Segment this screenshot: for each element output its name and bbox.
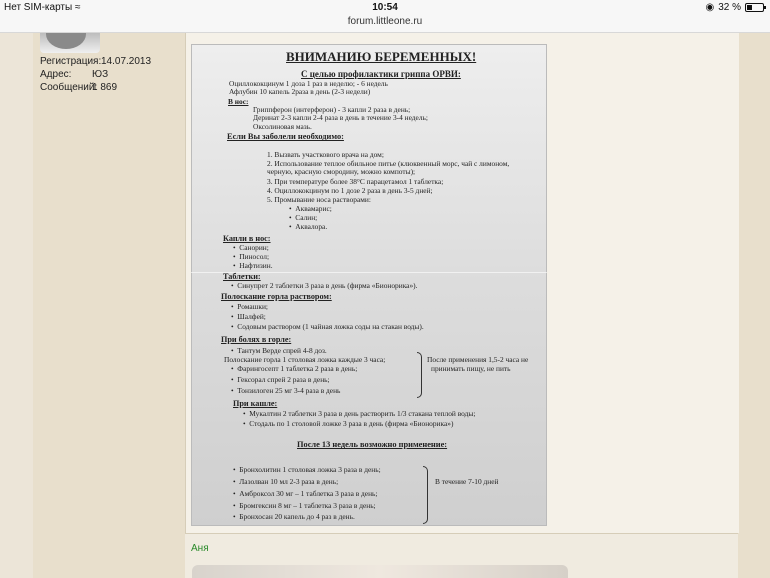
after13-item: • Бронхолитин 1 столовая ложка 3 раза в день; bbox=[233, 465, 381, 474]
orientation-lock-icon: ◉ bbox=[705, 2, 715, 13]
rinse-item: • Аквалора. bbox=[289, 222, 328, 231]
gargle-text: Шалфей; bbox=[237, 312, 266, 321]
status-bar bbox=[0, 0, 770, 16]
prophylaxis-heading: С целью профилактики гриппа ОРВИ: bbox=[301, 69, 461, 79]
after13-note: В течение 7-10 дней bbox=[435, 477, 499, 486]
rinse-item: • Аквамарис; bbox=[289, 204, 332, 213]
throat-item: • Гексорал спрей 2 раза в день; bbox=[231, 375, 330, 384]
after13-text: Амброксол 30 мг – 1 таблетка 3 раза в день; bbox=[239, 489, 378, 498]
throat-text: Фарингосепт 1 таблетка 2 раза в день; bbox=[237, 364, 358, 373]
doc-title: ВНИМАНИЮ БЕРЕМЕННЫХ! bbox=[286, 49, 477, 64]
after13-item: • Лазолван 10 мл 2-3 раза в день; bbox=[233, 477, 339, 486]
throat-text: Тантум Верде спрей 4-8 доз. bbox=[237, 346, 327, 355]
sick-item: 2. Использование теплое обильное питье (клюквенный морс, чай с лимоном, bbox=[267, 159, 510, 168]
throat-brace bbox=[417, 352, 422, 398]
addr-label: Адрес: bbox=[40, 69, 72, 80]
rinse-text: Аквамарис; bbox=[295, 204, 332, 213]
user-sidebar bbox=[33, 33, 185, 578]
wifi-icon: ≈ bbox=[74, 2, 81, 13]
sick-item: 3. При температуре более 38°С парацетамол 1 таблетка; bbox=[267, 177, 444, 186]
throat-item: • Тантум Верде спрей 4-8 доз. bbox=[231, 346, 327, 355]
drops-item: • Нафтизин. bbox=[233, 261, 273, 270]
throat-note: После применения 1,5-2 часа не bbox=[427, 355, 529, 364]
gargle-text: Ромашки; bbox=[237, 302, 268, 311]
tablets-text: Синупрет 2 таблетки 3 раза в день (фирма «Бионорика»). bbox=[237, 281, 418, 290]
after13-text: Бронхосан 20 капель до 4 раз в день. bbox=[239, 512, 355, 521]
cough-text: Мукалтин 2 таблетки 3 раза в день растворить 1/3 стакана теплой воды; bbox=[249, 409, 476, 418]
gargle-item: • Шалфей; bbox=[231, 312, 266, 321]
after13-item: • Амброксол 30 мг – 1 таблетка 3 раза в день; bbox=[233, 489, 378, 498]
rinse-text: Аквалора. bbox=[295, 222, 328, 231]
throat-item: • Тонзилоген 25 мг 3-4 раза в день bbox=[231, 386, 341, 395]
throat-item: Полоскание горла 1 столовая ложка каждые 3 часа; bbox=[224, 355, 386, 364]
after13-item: • Бромгексин 8 мг – 1 таблетка 3 раза в день; bbox=[233, 501, 376, 510]
nose-item: Гриппферон (интерферон) - 3 капли 2 раза в день; bbox=[253, 105, 411, 114]
status-right bbox=[705, 2, 764, 13]
document-photo[interactable] bbox=[191, 44, 547, 526]
gargle-text: Содовым раствором (1 чайная ложка соды на стакан воды). bbox=[237, 322, 424, 331]
next-post-image[interactable] bbox=[192, 565, 568, 578]
drops-text: Санорин; bbox=[239, 243, 269, 252]
avatar[interactable] bbox=[40, 33, 100, 53]
drops-item: • Санорин; bbox=[233, 243, 269, 252]
sick-item: 4. Оциллококцинум по 1 дозе 2 раза в день 3-5 дней; bbox=[267, 186, 433, 195]
drops-text: Нафтизин. bbox=[239, 261, 273, 270]
cough-item: • Стодаль по 1 столовой ложке 3 раза в день (фирма «Бионорика») bbox=[243, 419, 454, 428]
sick-heading: Если Вы заболели необходимо: bbox=[227, 132, 344, 141]
reg-label: Регистрация: bbox=[40, 56, 102, 67]
battery-icon bbox=[745, 3, 764, 12]
after13-text: Бромгексин 8 мг – 1 таблетка 3 раза в день; bbox=[239, 501, 376, 510]
throat-text: Тонзилоген 25 мг 3-4 раза в день bbox=[237, 386, 341, 395]
after13-text: Бронхолитин 1 столовая ложка 3 раза в день; bbox=[239, 465, 381, 474]
cough-text: Стодаль по 1 столовой ложке 3 раза в день (фирма «Бионорика») bbox=[249, 419, 454, 428]
user-info bbox=[40, 55, 151, 94]
carrier-text: Нет SIM-карты bbox=[4, 2, 73, 13]
address-bar[interactable] bbox=[0, 16, 770, 33]
after13-heading: После 13 недель возможно применение: bbox=[297, 440, 448, 449]
drops-text: Пиносол; bbox=[239, 252, 270, 261]
posts-label: Сообщений: bbox=[40, 82, 98, 93]
throat-item: • Фарингосепт 1 таблетка 2 раза в день; bbox=[231, 364, 358, 373]
gargle-heading: Полоскание горла раствором: bbox=[221, 292, 332, 301]
after13-text: Лазолван 10 мл 2-3 раза в день; bbox=[239, 477, 339, 486]
cough-item: • Мукалтин 2 таблетки 3 раза в день растворить 1/3 стакана теплой воды; bbox=[243, 409, 476, 418]
sick-item: 1. Вызвать участкового врача на дом; bbox=[267, 150, 384, 159]
gargle-item: • Ромашки; bbox=[231, 302, 268, 311]
after13-brace bbox=[423, 466, 428, 524]
rinse-text: Салин; bbox=[295, 213, 318, 222]
nose-heading: В нос: bbox=[228, 97, 249, 106]
prophylaxis-item: Афлубин 10 капель 2раза в день (2-3 недели) bbox=[229, 87, 371, 96]
sick-item: черную, красную смородину, можно компоты); bbox=[267, 167, 416, 176]
nose-item: Деринат 2-3 капли 2-4 раза в день в течение 3-4 недель; bbox=[253, 113, 428, 122]
posts-value: 1 869 bbox=[92, 82, 118, 93]
prophylaxis-item: Оциллококцинум 1 доза 1 раз в неделю; - 6 недель bbox=[229, 79, 388, 88]
battery-percent: 32 % bbox=[718, 2, 741, 13]
url-text[interactable]: forum.littleone.ru bbox=[347, 16, 423, 27]
gargle-item: • Содовым раствором (1 чайная ложка соды на стакан воды). bbox=[231, 322, 424, 331]
tablets-item: • Синупрет 2 таблетки 3 раза в день (фирма «Бионорика»). bbox=[231, 281, 418, 290]
cough-heading: При кашле: bbox=[233, 399, 278, 408]
clock: 10:54 bbox=[372, 2, 398, 13]
right-margin bbox=[738, 33, 770, 578]
reg-value: 14.07.2013 bbox=[101, 56, 152, 67]
after13-item: • Бронхосан 20 капель до 4 раз в день. bbox=[233, 512, 355, 521]
throat-heading: При болях в горле: bbox=[221, 335, 292, 344]
throat-text: Гексорал спрей 2 раза в день; bbox=[237, 375, 330, 384]
battery-fill bbox=[747, 5, 752, 10]
throat-note: принимать пищу, не пить bbox=[431, 364, 511, 373]
nose-item: Оксолиновая мазь. bbox=[253, 122, 312, 131]
rinse-item: • Салин; bbox=[289, 213, 318, 222]
tablets-heading: Таблетки: bbox=[223, 272, 261, 281]
drops-heading: Капли в нос: bbox=[223, 234, 271, 243]
next-post-author[interactable]: Аня bbox=[191, 543, 209, 554]
sick-item: 5. Промывание носа растворами: bbox=[267, 195, 371, 204]
addr-value: ЮЗ bbox=[92, 69, 109, 80]
drops-item: • Пиносол; bbox=[233, 252, 270, 261]
